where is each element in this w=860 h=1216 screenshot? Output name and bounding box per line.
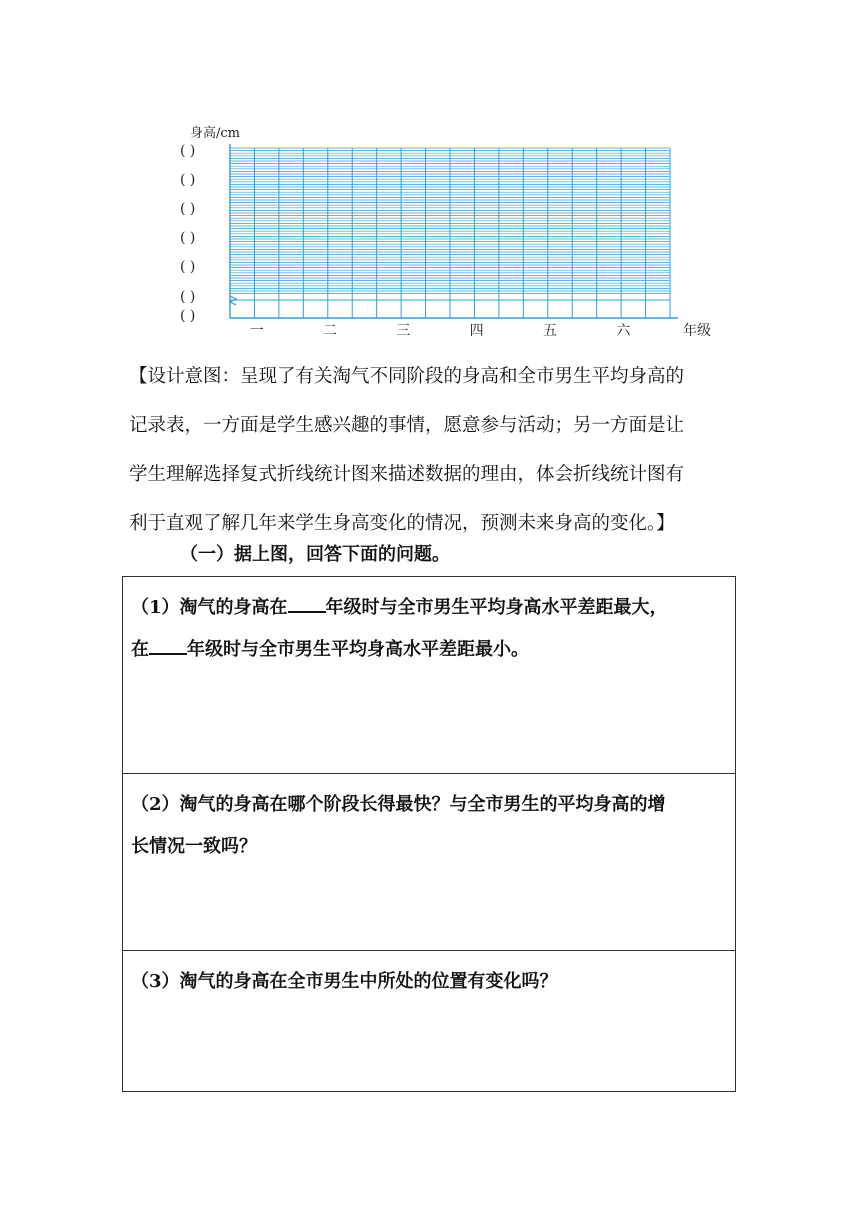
question-table — [122, 576, 736, 1092]
x-tick-label: 三 — [396, 323, 411, 339]
chart-grid — [150, 118, 730, 348]
y-tick-label: ( ) — [180, 230, 196, 246]
q1-line2-suffix: 年级时与全市男生平均身高水平差距最小。 — [187, 639, 529, 660]
question-row-3[interactable] — [123, 951, 735, 1091]
q3-line1: （3）淘气的身高在全市男生中所处的位置有变化吗？ — [131, 971, 558, 992]
y-tick-label: ( ) — [180, 259, 196, 275]
question-2-text — [131, 784, 723, 868]
question-row-1[interactable] — [123, 577, 735, 774]
y-tick-label: ( ) — [180, 201, 196, 217]
height-chart — [150, 118, 730, 348]
x-axis-title: 年级 — [683, 323, 711, 339]
y-tick-label: ( ) — [180, 308, 196, 324]
y-axis-title: 身高/cm — [190, 126, 240, 141]
x-tick-label: 五 — [543, 323, 557, 339]
y-tick-label: ( ) — [180, 172, 196, 188]
question-1-text — [131, 587, 723, 671]
answer-blank-2[interactable] — [149, 635, 187, 655]
intent-line: 【设计意图：呈现了有关淘气不同阶段的身高和全市男生平均身高的 — [129, 366, 685, 387]
y-tick-label: ( ) — [180, 143, 196, 159]
q2-line1: （2）淘气的身高在哪个阶段长得最快？与全市男生的平均身高的增 — [131, 794, 666, 815]
q1-suffix: 年级时与全市男生平均身高水平差距最大， — [325, 597, 668, 618]
x-tick-label: 六 — [616, 323, 631, 339]
intent-line: 学生理解选择复式折线统计图来描述数据的理由，体会折线统计图有 — [129, 464, 685, 485]
x-tick-label: 一 — [249, 323, 264, 339]
x-tick-label: 四 — [469, 323, 484, 339]
design-intent-paragraph — [129, 352, 734, 548]
q1-line2-prefix: 在 — [131, 639, 149, 660]
question-3-text — [131, 961, 723, 1003]
intent-line: 利于直观了解几年来学生身高变化的情况，预测未来身高的变化。】 — [129, 513, 675, 534]
question-row-2[interactable] — [123, 774, 735, 951]
y-tick-label: ( ) — [180, 289, 196, 305]
answer-blank-1[interactable] — [288, 593, 326, 613]
intent-line: 记录表，一方面是学生感兴趣的事情，愿意参与活动；另一方面是让 — [129, 415, 685, 436]
x-tick-label: 二 — [323, 323, 337, 339]
q2-line2: 长情况一致吗？ — [131, 836, 257, 857]
q1-prefix: （1）淘气的身高在 — [131, 597, 288, 618]
section-heading: （一）据上图，回答下面的问题。 — [180, 544, 450, 565]
